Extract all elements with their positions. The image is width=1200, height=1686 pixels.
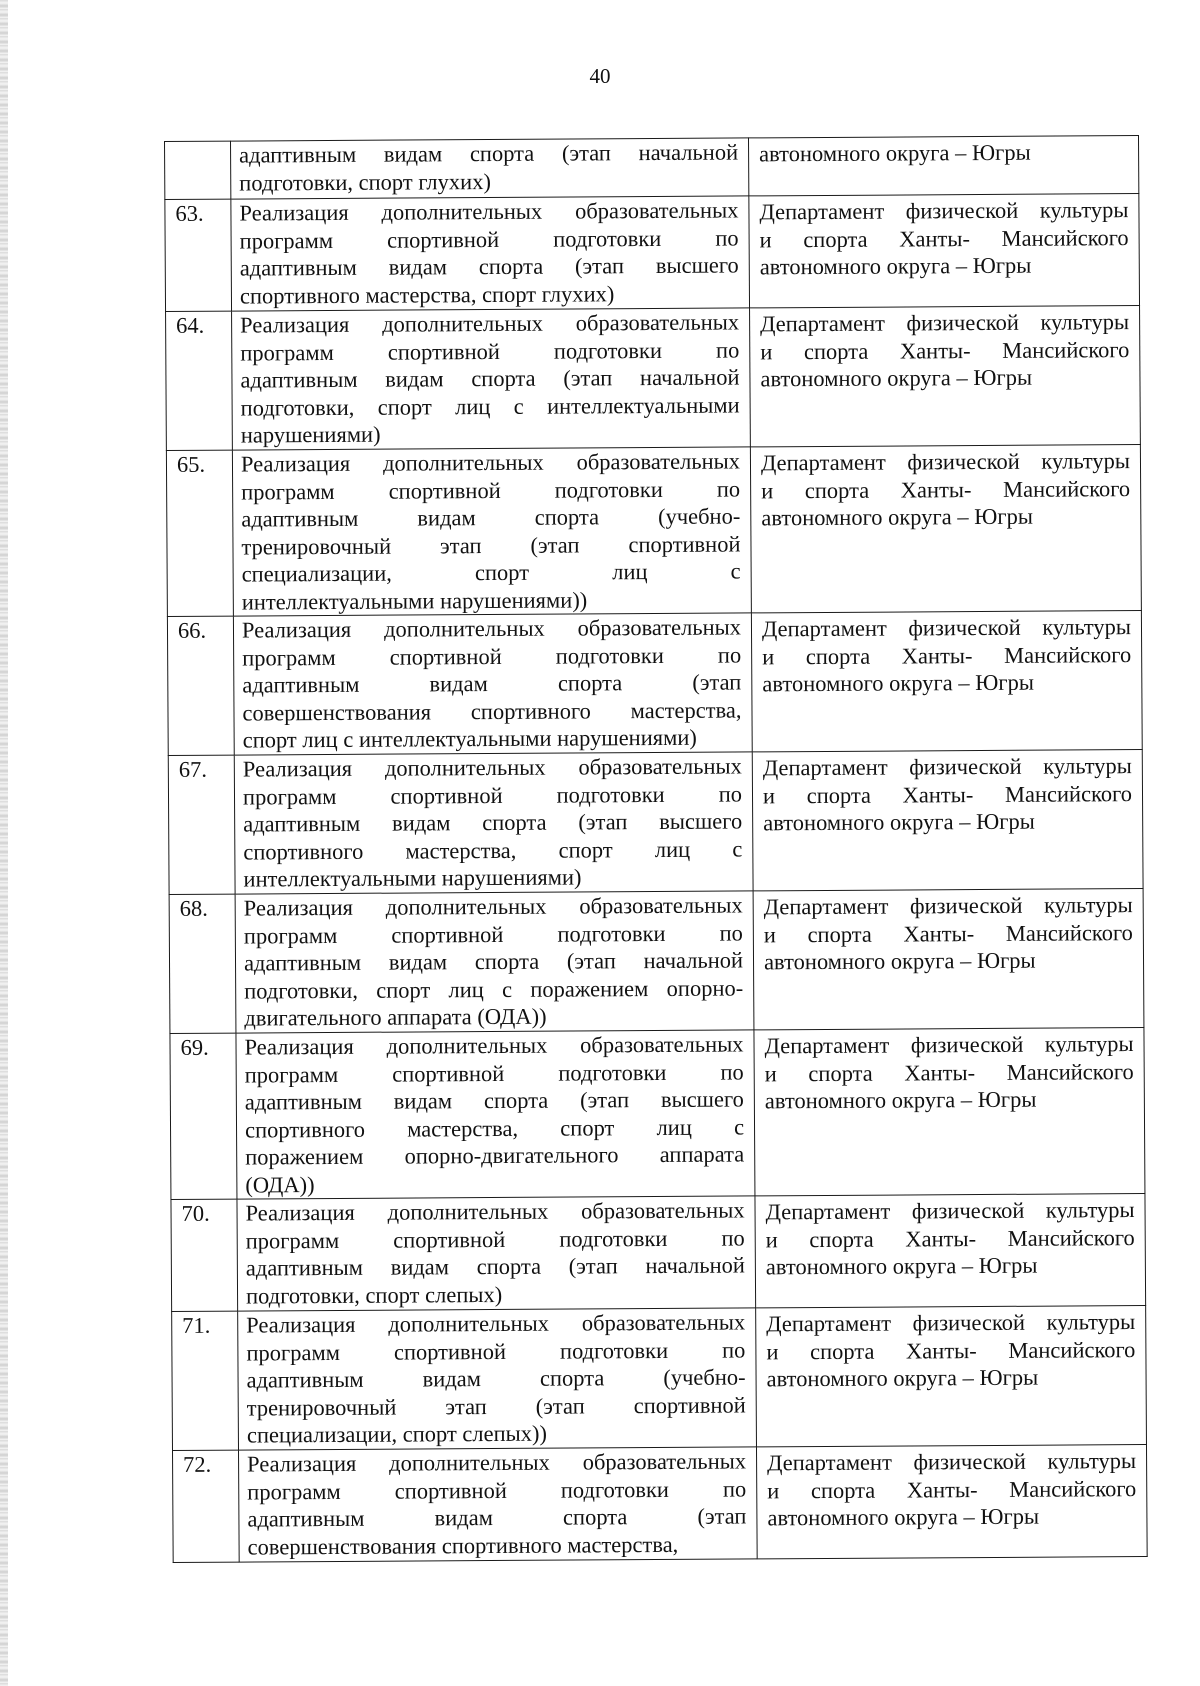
row-number: 70. [171,1199,238,1311]
description-line: программ спортивной подготовки по [244,1058,744,1088]
department-line: и спорта Ханты- Мансийского [767,1475,1137,1503]
description-line: (ОДА)) [245,1171,315,1198]
description-line: подготовки, спорт лиц с поражением опорно- [244,974,744,1004]
description-line: программ спортивной подготовки по [239,224,739,254]
program-description [237,1196,756,1311]
description-line: программ спортивной подготовки по [245,1224,745,1254]
description-line: Реализация дополнительных образовательных [239,197,739,226]
responsible-department [749,194,1140,308]
description-line: адаптивным видам спорта (этап начальной [243,947,744,976]
description-line: Реализация дополнительных образовательных [243,892,743,921]
department-line: и спорта Ханты- Мансийского [763,919,1133,947]
description-line: тренировочный этап (этап спортивной [246,1391,746,1421]
department-line: и спорта Ханты- Мансийского [765,1224,1135,1252]
description-line: адаптивным видам спорта (этап [247,1503,747,1532]
program-description [234,752,753,894]
description-line: Реализация дополнительных образовательных [247,1448,747,1477]
program-description [231,138,749,199]
document-table [164,135,1148,1563]
description-line: адаптивным видам спорта (этап начальной [240,364,740,393]
responsible-department [756,1306,1147,1447]
department-line: автономного округа – Югры [759,252,1032,280]
department-line: и спорта Ханты- Мансийского [759,224,1129,252]
department-line: автономного округа – Югры [762,669,1034,697]
row-number: 63. [165,199,232,311]
description-line: Реализация дополнительных образовательных [241,614,742,643]
row-number [165,141,231,199]
description-line: интеллектуальными нарушениями)) [241,586,588,615]
program-description [236,1030,755,1199]
responsible-department [753,889,1144,1030]
program-description [233,613,752,755]
description-line: интеллектуальными нарушениями) [243,864,582,892]
department-line: и спорта Ханты- Мансийского [761,475,1131,503]
table-row [169,889,1144,1034]
department-line: и спорта Ханты- Мансийского [766,1336,1136,1364]
description-line: программ спортивной подготовки по [242,641,742,671]
description-line: адаптивным видам спорта (этап высшего [244,1086,744,1115]
responsible-department [748,136,1138,196]
description-line: программ спортивной подготовки по [240,336,740,366]
description-line: подготовки, спорт глухих) [239,168,491,196]
description-line: нарушениями) [240,421,381,448]
department-line: Департамент физической культуры [765,1197,1135,1225]
table-row [167,611,1142,756]
row-number: 72. [172,1450,239,1562]
department-line: Департамент физической культуры [763,892,1133,920]
description-line: программ спортивной подготовки по [242,780,743,810]
row-number: 65. [166,450,233,616]
description-line: адаптивным видам спорта (этап начальной [239,139,739,168]
department-line: автономного округа – Югры [767,1503,1040,1531]
program-description [232,447,751,616]
description-line: Реализация дополнительных образовательных [246,1309,746,1338]
page-number: 40 [589,64,611,88]
department-line: и спорта Ханты- Мансийского [762,641,1132,669]
scan-edge [0,0,8,1686]
description-line: двигательного аппарата (ОДА)) [244,1003,547,1031]
department-line: Департамент физической культуры [764,1031,1134,1059]
row-number: 71. [172,1311,239,1450]
department-line: и спорта Ханты- Мансийского [760,336,1130,364]
program-description [231,196,750,311]
department-line: Департамент физической культуры [762,753,1132,781]
description-line: совершенствования спортивного мастерства, [247,1531,679,1560]
description-line: спортивного мастерства, спорт лиц с [243,835,743,865]
table-row [166,306,1141,451]
responsible-department [751,611,1142,752]
description-line: Реализация дополнительных образовательных [240,309,740,338]
description-line: адаптивным видам спорта (этап начальной [245,1252,745,1281]
department-line: автономного округа – Югры [763,947,1036,975]
program-description [238,1447,757,1562]
description-line: программ спортивной подготовки по [241,475,741,505]
description-line: адаптивным видам спорта (учебно- [241,503,741,532]
department-line: и спорта Ханты- Мансийского [764,1058,1134,1086]
department-line: Департамент физической культуры [760,448,1131,476]
description-line: программ спортивной подготовки по [243,919,743,949]
program-description [235,891,754,1033]
table-row [170,1028,1145,1200]
responsible-department [752,750,1143,891]
description-line: Реализация дополнительных образовательных [245,1197,745,1226]
description-line: адаптивным видам спорта (этап [242,669,742,698]
row-number: 66. [167,616,234,755]
program-description [238,1308,757,1450]
responsible-department [754,1028,1145,1196]
row-number: 64. [166,311,233,450]
department-line: Департамент физической культуры [766,1309,1136,1337]
description-line: спортивного мастерства, спорт лиц с [244,1113,745,1143]
responsible-department [756,1445,1147,1559]
description-line: адаптивным видам спорта (учебно- [246,1364,746,1393]
description-line: программ спортивной подготовки по [247,1475,747,1505]
table-body [165,136,1148,1563]
row-number: 69. [170,1033,237,1199]
department-line: автономного округа – Югры [761,503,1033,531]
table-row [168,750,1143,895]
department-line: Департамент физической культуры [767,1448,1137,1476]
description-line: спорт лиц с интеллектуальными нарушениями) [242,724,697,753]
description-line: Реализация дополнительных образовательных [244,1031,744,1060]
responsible-department [750,445,1141,613]
description-line: подготовки, спорт слепых) [245,1281,503,1309]
department-line: Департамент физической культуры [761,614,1132,642]
department-line: Департамент физической культуры [760,309,1130,337]
row-number: 68. [169,894,236,1033]
program-description [232,308,751,450]
row-number: 67. [168,755,235,894]
description-line: спортивного мастерства, спорт глухих) [239,280,615,309]
table-row [171,1194,1146,1312]
description-line: адаптивным видам спорта (этап высшего [239,252,739,281]
responsible-department [755,1194,1146,1308]
description-line: адаптивным видам спорта (этап высшего [243,808,743,837]
responsible-department [750,306,1141,447]
department-line: и спорта Ханты- Мансийского [762,780,1133,808]
description-line: тренировочный этап (этап спортивной [241,530,741,560]
department-line: автономного округа – Югры [759,139,1031,167]
description-line: поражением опорно-двигательного аппарата [245,1141,745,1170]
department-line: автономного округа – Югры [760,364,1033,392]
description-line: Реализация дополнительных образовательных [242,753,742,782]
table-row [172,1445,1147,1563]
department-line: автономного округа – Югры [764,1086,1037,1114]
department-line: автономного округа – Югры [765,1252,1038,1280]
description-line: совершенствования спортивного мастерства, [242,696,742,726]
table-row [172,1306,1147,1451]
table-row [166,445,1141,617]
description-line: Реализация дополнительных образовательных [240,448,741,477]
description-line: программ спортивной подготовки по [246,1336,746,1366]
table-row [165,194,1140,312]
department-line: Департамент физической культуры [759,197,1129,225]
description-line: подготовки, спорт лиц с интеллектуальными [240,391,740,421]
table-row [165,136,1139,200]
description-line: специализации, спорт лиц с [241,558,741,587]
department-line: автономного округа – Югры [766,1364,1039,1392]
description-line: специализации, спорт слепых)) [246,1420,548,1448]
department-line: автономного округа – Югры [763,808,1035,836]
